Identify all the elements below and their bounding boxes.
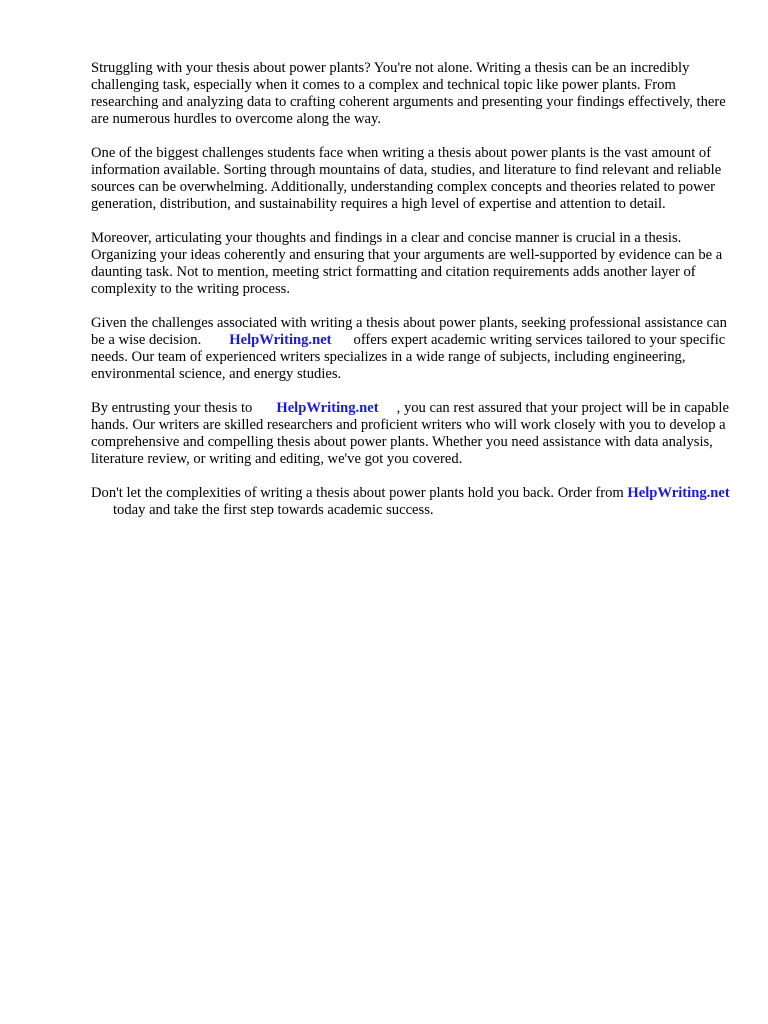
helpwriting-link[interactable]: HelpWriting.net xyxy=(627,485,730,501)
paragraph-challenges: One of the biggest challenges students face when writing a thesis about power plants is the vast amount of information available. Sorting through mountains of data, studies, and literature to find relevant and reliable sources can be overwhelming. Additionally, understanding complex concepts and theories related to power generation, distribution, and sustainability requires a high level of expertise and attention to detail. xyxy=(91,145,722,212)
paragraph-entrusting-text-before: By entrusting your thesis to xyxy=(91,400,253,416)
paragraph-entrusting-text-after: , you can rest assured that your project will be in capable hands. Our writers are skilled researchers and proficient writers who will work closely with you to develop a comprehensive and compelling thesis about power plants. Whether you need assistance with data analysis, literature review, or writing and editing, we've got you covered. xyxy=(91,400,729,467)
paragraph-articulation: Moreover, articulating your thoughts and findings in a clear and concise manner is crucial in a thesis. Organizing your ideas coherently and ensuring that your arguments are well-supported by evidence can be a daunting task. Not to mention, meeting strict formatting and citation requirements adds another layer of complexity to the writing process. xyxy=(91,230,723,297)
paragraph-assistance-text-after: offers expert academic writing services tailored to your specific needs. Our team of experienced writers specializes in a wide range of subjects, including engineering, environmental science, and energy studies. xyxy=(91,332,726,382)
paragraph-order-text-before: Don't let the complexities of writing a thesis about power plants hold you back. Order from xyxy=(91,485,624,501)
helpwriting-link[interactable]: HelpWriting.net xyxy=(229,332,332,348)
paragraph-order xyxy=(91,485,731,519)
document-body xyxy=(91,60,731,536)
paragraph-assistance xyxy=(91,315,731,383)
paragraph-order-text-after: today and take the first step towards academic success. xyxy=(113,502,434,518)
paragraph-assistance-text-before: Given the challenges associated with writing a thesis about power plants, seeking professional assistance can be a wise decision. xyxy=(91,315,727,348)
helpwriting-link[interactable]: HelpWriting.net xyxy=(276,400,379,416)
paragraph-intro: Struggling with your thesis about power plants? You're not alone. Writing a thesis can be an incredibly challenging task, especially when it comes to a complex and technical topic like power plants. From researching and analyzing data to crafting coherent arguments and presenting your findings effectively, there are numerous hurdles to overcome along the way. xyxy=(91,60,726,127)
paragraph-entrusting xyxy=(91,400,731,468)
